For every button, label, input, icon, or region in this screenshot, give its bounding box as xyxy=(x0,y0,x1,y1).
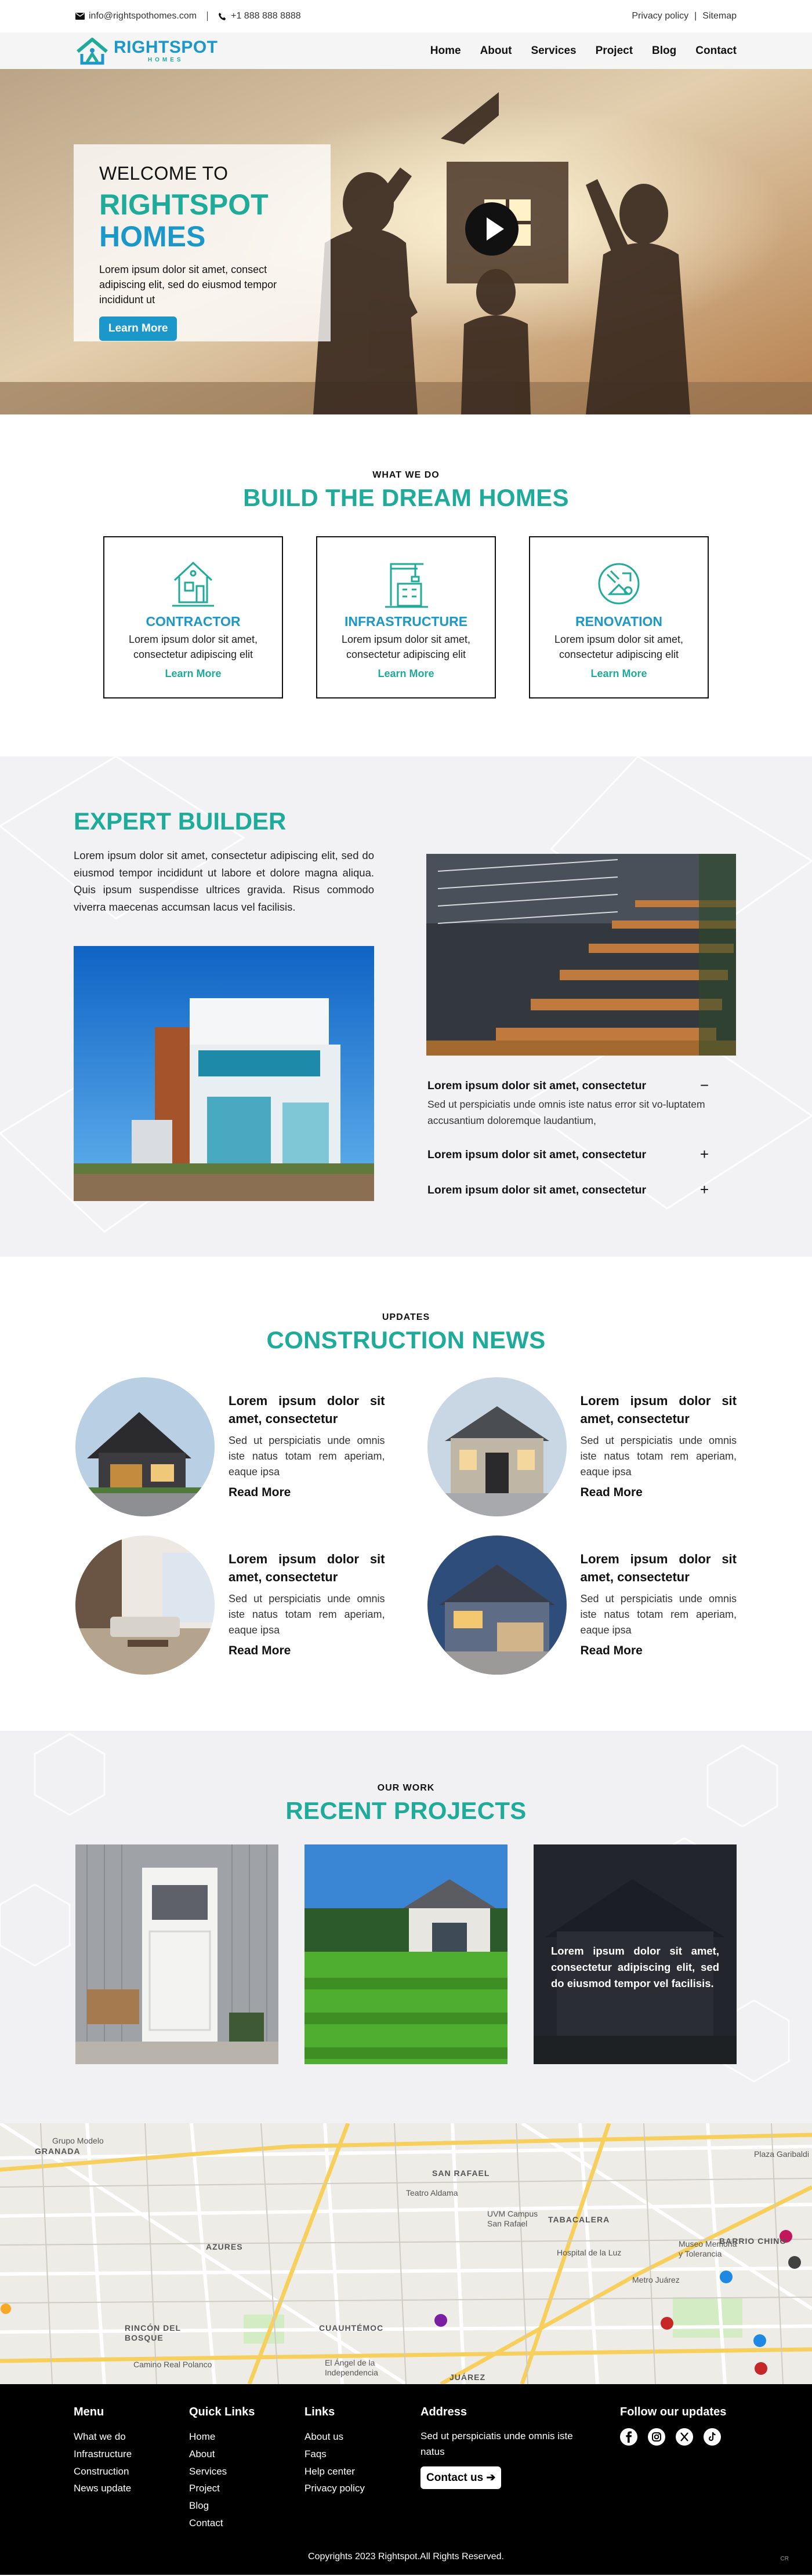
crane-building-icon xyxy=(383,557,429,609)
hero-card xyxy=(74,144,331,341)
footer-link[interactable]: What we do xyxy=(74,2431,126,2442)
sitemap-link[interactable]: Sitemap xyxy=(702,11,737,21)
news-card[interactable] xyxy=(75,1536,385,1675)
footer-heading: Menu xyxy=(74,2406,104,2418)
news-card[interactable] xyxy=(427,1377,737,1516)
news-card[interactable] xyxy=(75,1377,385,1516)
footer-link[interactable]: Project xyxy=(189,2483,220,2494)
location-map[interactable] xyxy=(0,2123,812,2384)
card-title: INFRASTRUCTURE xyxy=(344,614,468,629)
project-card-dark-house[interactable] xyxy=(534,1844,737,2064)
accordion-item[interactable] xyxy=(427,1181,709,1198)
wooden-staircase-image xyxy=(426,854,736,1056)
main-nav xyxy=(430,45,737,57)
footer-link[interactable]: Services xyxy=(189,2465,227,2477)
footer-link[interactable]: News update xyxy=(74,2483,132,2494)
expert-title: EXPERT BUILDER xyxy=(74,807,287,835)
footer-heading: Follow our updates xyxy=(620,2406,727,2418)
news-image-blue-house xyxy=(427,1536,567,1675)
phone-link[interactable] xyxy=(218,11,301,21)
nav-services[interactable]: Services xyxy=(531,44,577,57)
news-title[interactable]: Lorem ipsum dolor sit amet, consectetur xyxy=(229,1393,385,1426)
news-title[interactable]: Lorem ipsum dolor sit amet, consectetur xyxy=(580,1552,737,1584)
map-label: Metro Juárez xyxy=(632,2275,680,2284)
card-text: Lorem ipsum dolor sit amet, consectetur adipiscing elit xyxy=(128,634,258,661)
map-label: RINCÓN DEL BOSQUE xyxy=(125,2323,181,2342)
site-header xyxy=(0,32,812,69)
nav-contact[interactable]: Contact xyxy=(695,44,737,57)
section-title: RECENT PROJECTS xyxy=(285,1797,527,1824)
card-title: RENOVATION xyxy=(575,614,662,629)
contact-us-label: Contact us xyxy=(426,2472,484,2484)
section-eyebrow: UPDATES xyxy=(382,1312,430,1322)
hero-learn-more-button[interactable]: Learn More xyxy=(99,316,177,341)
corner-badge: CR xyxy=(780,2556,789,2562)
map-label: Hospital de la Luz xyxy=(557,2248,622,2257)
logo-sub-text: HOMES xyxy=(147,56,184,63)
phone-icon xyxy=(218,12,227,21)
section-eyebrow: OUR WORK xyxy=(377,1783,435,1793)
instagram-icon[interactable] xyxy=(648,2428,665,2446)
site-footer xyxy=(0,2384,812,2575)
tiktok-icon[interactable] xyxy=(704,2428,721,2446)
section-title: CONSTRUCTION NEWS xyxy=(266,1326,546,1354)
map-label: BARRIO CHINO xyxy=(719,2236,787,2246)
footer-menu-column xyxy=(74,2406,132,2497)
expert-builder-section xyxy=(0,756,812,1257)
footer-heading: Links xyxy=(304,2406,335,2418)
envelope-icon xyxy=(75,13,85,20)
news-image-living-room xyxy=(75,1536,215,1675)
footer-link[interactable]: Contact xyxy=(189,2517,223,2528)
footer-quick-links-column xyxy=(189,2406,255,2532)
expand-icon[interactable]: + xyxy=(699,1145,709,1163)
accordion-question: Lorem ipsum dolor sit amet, consectetur xyxy=(427,1148,647,1161)
news-excerpt: Sed ut perspiciatis unde omnis iste natus totam rem aperiam, eaque ipsa xyxy=(580,1434,737,1478)
nav-blog[interactable]: Blog xyxy=(652,44,677,57)
card-learn-more-link[interactable]: Learn More xyxy=(590,668,647,680)
accordion-question: Lorem ipsum dolor sit amet, consectetur xyxy=(427,1184,647,1196)
map-label: Museo Memoria y Tolerancia xyxy=(679,2239,737,2258)
footer-link[interactable]: Blog xyxy=(189,2500,209,2511)
nav-about[interactable]: About xyxy=(480,44,512,57)
card-learn-more-link[interactable]: Learn More xyxy=(378,668,434,680)
project-card-green-lawn[interactable] xyxy=(304,1844,507,2064)
house-contractor-icon xyxy=(170,557,216,609)
expand-icon[interactable]: + xyxy=(699,1181,709,1198)
map-label: Plaza Garibaldi xyxy=(754,2149,809,2159)
expert-description: Lorem ipsum dolor sit amet, consectetur adipiscing elit, sed do eiusmod tempor incididunt ut labore et dolore magna aliqua. Quis ipsum suspendisse ultrices gravida. Risus commodo viverra maecenas accumsan lacus vel facilisis. xyxy=(74,849,374,913)
copyright-text: Copyrights 2023 Rightspot.All Rights Reserved. xyxy=(308,2552,504,2562)
x-twitter-icon[interactable] xyxy=(676,2428,693,2446)
top-bar xyxy=(0,0,812,32)
play-video-button[interactable] xyxy=(465,202,519,256)
footer-link[interactable]: About us xyxy=(304,2431,344,2442)
read-more-link[interactable]: Read More xyxy=(229,1485,291,1499)
news-image-grey-house xyxy=(427,1377,567,1516)
arrow-right-icon: ➔ xyxy=(486,2472,496,2484)
footer-heading: Quick Links xyxy=(189,2406,255,2418)
footer-link[interactable]: Privacy policy xyxy=(304,2483,365,2494)
accordion-question: Lorem ipsum dolor sit amet, consectetur xyxy=(427,1079,647,1092)
map-label: UVM Campus San Rafael xyxy=(487,2209,538,2228)
news-excerpt: Sed ut perspiciatis unde omnis iste natus totam rem aperiam, eaque ipsa xyxy=(580,1592,737,1636)
map-label: TABACALERA xyxy=(548,2215,610,2224)
service-card-infrastructure[interactable] xyxy=(316,536,496,698)
modern-house-image xyxy=(74,946,374,1201)
map-label: Grupo Modelo xyxy=(52,2136,104,2145)
facebook-icon[interactable] xyxy=(620,2428,637,2446)
section-title: BUILD THE DREAM HOMES xyxy=(243,484,569,511)
map-label: CUAUHTÉMOC xyxy=(319,2323,384,2333)
news-excerpt: Sed ut perspiciatis unde omnis iste natus totam rem aperiam, eaque ipsa xyxy=(229,1592,385,1636)
nav-project[interactable]: Project xyxy=(595,44,633,57)
map-label: Teatro Aldama xyxy=(406,2188,458,2197)
hero-title-line1: RIGHTSPOT xyxy=(99,188,269,221)
map-label: JUÁREZ xyxy=(449,2373,486,2382)
phone-text: +1 888 888 8888 xyxy=(231,11,301,21)
hero-section xyxy=(0,69,812,414)
logo[interactable] xyxy=(75,37,218,66)
email-text: info@rightspothomes.com xyxy=(89,11,197,21)
card-text: Lorem ipsum dolor sit amet, consectetur adipiscing elit xyxy=(554,634,684,661)
footer-address-column xyxy=(420,2406,594,2489)
house-logo-icon xyxy=(75,37,109,66)
service-card-renovation[interactable] xyxy=(529,536,709,698)
construction-news-section xyxy=(0,1257,812,1731)
read-more-link[interactable]: Read More xyxy=(229,1643,291,1657)
hero-pretitle: WELCOME TO xyxy=(99,163,229,184)
nav-home[interactable]: Home xyxy=(430,44,461,57)
footer-link[interactable]: Infrastructure xyxy=(74,2448,132,2459)
map-label: SAN RAFAEL xyxy=(432,2169,490,2178)
service-card-contractor[interactable] xyxy=(103,536,283,698)
logo-main-text: RIGHTSPOT xyxy=(114,37,218,57)
map-label: El Ángel de la Independencia xyxy=(325,2358,378,2377)
privacy-link[interactable]: Privacy policy xyxy=(632,11,689,21)
accordion-item-open[interactable] xyxy=(427,1076,709,1129)
news-title[interactable]: Lorem ipsum dolor sit amet, consectetur xyxy=(580,1393,737,1426)
footer-link[interactable]: About xyxy=(189,2448,215,2459)
card-title: CONTRACTOR xyxy=(146,614,241,629)
card-learn-more-link[interactable]: Learn More xyxy=(165,668,222,680)
read-more-link[interactable]: Read More xyxy=(580,1643,643,1657)
email-link[interactable] xyxy=(75,11,197,21)
section-eyebrow: WHAT WE DO xyxy=(372,470,440,480)
accordion-item[interactable] xyxy=(427,1145,709,1163)
tools-circle-icon xyxy=(596,557,642,609)
footer-link[interactable]: Construction xyxy=(74,2465,129,2477)
footer-follow-column xyxy=(620,2406,726,2446)
project-card-white-door[interactable] xyxy=(75,1844,278,2064)
footer-address-text: Sed ut perspiciatis unde omnis iste natus xyxy=(420,2431,573,2458)
map-label: GRANADA xyxy=(35,2146,81,2156)
divider-text: | xyxy=(694,11,697,21)
news-image-dark-house xyxy=(75,1377,215,1516)
contact-us-button[interactable] xyxy=(420,2466,501,2489)
card-text: Lorem ipsum dolor sit amet, consectetur adipiscing elit xyxy=(341,634,471,661)
hero-description: Lorem ipsum dolor sit amet, consect adipiscing elit, sed do eiusmod tempor incididunt ut xyxy=(99,264,277,306)
news-title[interactable]: Lorem ipsum dolor sit amet, consectetur xyxy=(229,1552,385,1584)
footer-links-column xyxy=(304,2406,365,2497)
footer-link[interactable]: Faqs xyxy=(304,2448,327,2459)
footer-heading: Address xyxy=(420,2406,467,2418)
footer-link[interactable]: Help center xyxy=(304,2465,355,2477)
collapse-icon[interactable]: − xyxy=(699,1076,709,1094)
read-more-link[interactable]: Read More xyxy=(580,1485,643,1499)
news-excerpt: Sed ut perspiciatis unde omnis iste natus totam rem aperiam, eaque ipsa xyxy=(229,1434,385,1478)
accordion-answer: Sed ut perspiciatis unde omnis iste natus error sit vo-luptatem accusantium doloremque laudantium, xyxy=(427,1098,705,1126)
what-we-do-section xyxy=(0,414,812,756)
project-overlay-text: Lorem ipsum dolor sit amet, consectetur adipiscing elit, sed do eiusmod tempor vel facilisis. xyxy=(534,1844,737,2064)
divider xyxy=(207,12,208,21)
map-label: AZURES xyxy=(206,2242,243,2251)
recent-projects-section xyxy=(0,1731,812,2123)
news-card[interactable] xyxy=(427,1536,737,1675)
map-label: Camino Real Polanco xyxy=(133,2360,212,2369)
footer-link[interactable]: Home xyxy=(189,2431,216,2442)
hero-title-line2: HOMES xyxy=(99,220,206,253)
